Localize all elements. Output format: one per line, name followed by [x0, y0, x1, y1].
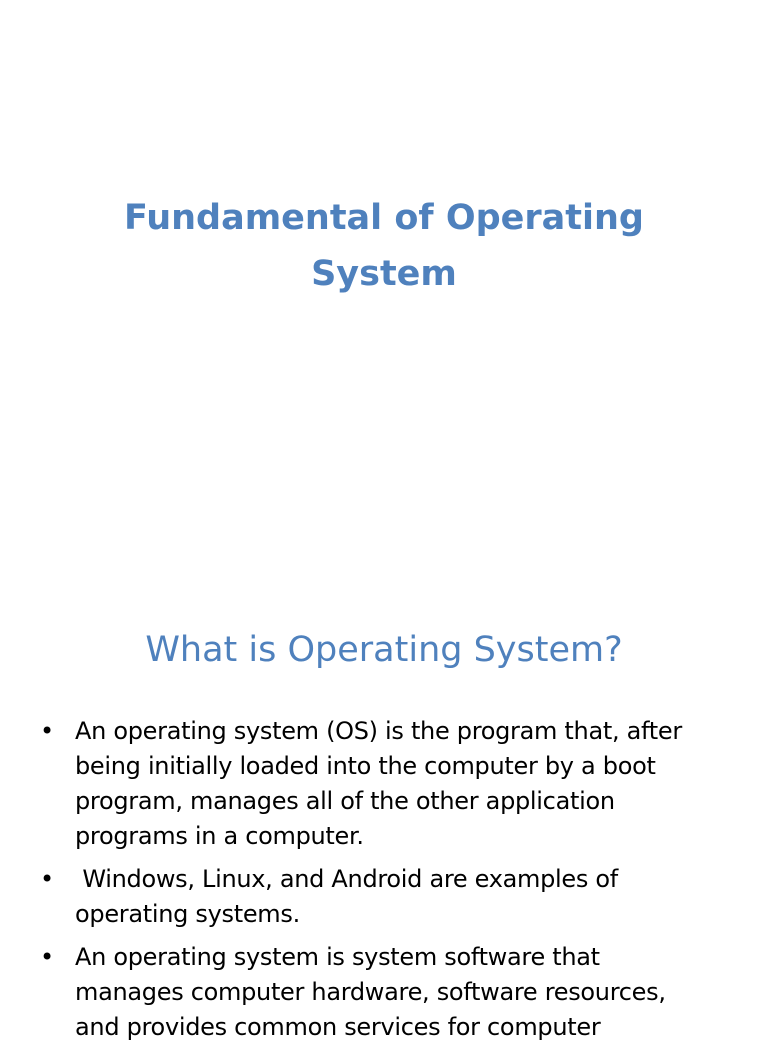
bullet-line: operating systems.	[75, 900, 300, 928]
bullet-line: programs in a computer.	[75, 822, 364, 850]
bullet-icon: •	[40, 717, 55, 745]
bullet-line: program, manages all of the other application	[75, 787, 615, 815]
content-slide	[0, 576, 768, 1041]
bullet-line: manages computer hardware, software resources,	[75, 978, 666, 1006]
bullet-item	[40, 940, 740, 1045]
bullet-line: being initially loaded into the computer by a boot	[75, 752, 656, 780]
title-line-1: Fundamental of Operating	[124, 198, 644, 238]
bullet-line: An operating system (OS) is the program that, after	[75, 717, 682, 745]
slide-heading: What is Operating System?	[145, 630, 623, 670]
bullet-item	[40, 862, 740, 932]
bullet-line: An operating system is system software that	[75, 943, 600, 971]
bullet-text	[75, 714, 740, 854]
bullet-line: Windows, Linux, and Android are examples of	[75, 865, 618, 893]
bullet-icon: •	[40, 865, 55, 893]
bullet-item	[40, 714, 740, 854]
slide-title	[60, 190, 708, 302]
bullet-icon: •	[40, 943, 55, 971]
title-line-2: System	[311, 254, 457, 294]
bullet-list	[40, 714, 740, 1053]
bullet-line: and provides common services for computer	[75, 1013, 601, 1041]
bullet-text	[75, 862, 740, 932]
bullet-text	[75, 940, 740, 1045]
